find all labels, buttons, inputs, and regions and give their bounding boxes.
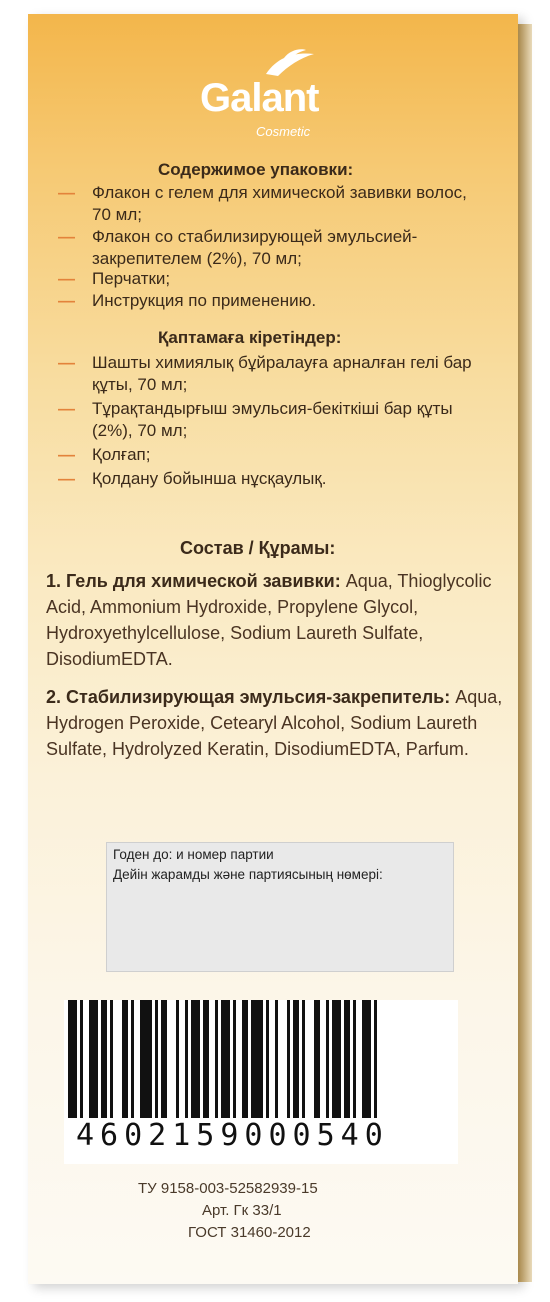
dash-bullet: — bbox=[58, 269, 75, 288]
barcode-number: 4602159000540 bbox=[76, 1118, 389, 1153]
contents-ru-heading: Содержимое упаковки: bbox=[158, 160, 354, 179]
list-item: — Инструкция по применению. bbox=[58, 291, 317, 310]
expiry-batch-panel bbox=[106, 842, 454, 972]
composition-item-1 bbox=[46, 568, 510, 672]
composition-item-1-title: 1. Гель для химической завивки: bbox=[46, 571, 341, 591]
expiry-label-kz: Дейін жарамды және партиясының нөмері: bbox=[113, 867, 383, 882]
composition-item-2-title: 2. Стабилизирующая эмульсия-закрепитель: bbox=[46, 687, 451, 707]
leaf-icon bbox=[264, 48, 316, 78]
barcode-bars bbox=[64, 1000, 458, 1120]
dash-bullet: — bbox=[58, 227, 75, 246]
list-item: — Қолғап; bbox=[58, 445, 151, 464]
composition-item-2-text: Aqua, Hydrogen Peroxide, Cetearyl Alcohol, Sodium Laureth Sulfate, Hydrolyzed Keratin, DisodiumEDTA, Parfum. bbox=[46, 687, 503, 759]
list-item: — Шашты химиялық бұйралауға арналған гелі бар құты, 70 мл; bbox=[58, 353, 472, 394]
contents-kz-heading: Қаптамаға кіретіндер: bbox=[158, 328, 342, 347]
dash-bullet: — bbox=[58, 183, 75, 202]
tu-code: ТУ 9158-003-52582939-15 bbox=[138, 1180, 318, 1197]
article-code: Арт. Гк 33/1 bbox=[202, 1202, 282, 1219]
dash-bullet: — bbox=[58, 399, 75, 418]
barcode bbox=[64, 1000, 458, 1164]
list-item: — Флакон со стабилизирующей эмульсией-закрепителем (2%), 70 мл; bbox=[58, 227, 418, 268]
composition-item-1-text: Aqua, Thioglycolic Acid, Ammonium Hydroxide, Propylene Glycol, Hydroxyethylcellulose, Sodium Laureth Sulfate, DisodiumEDTA. bbox=[46, 571, 492, 669]
composition-item-2 bbox=[46, 684, 510, 762]
brand-name: Galant bbox=[200, 76, 319, 120]
list-item: — Перчатки; bbox=[58, 269, 171, 288]
list-item: — Флакон с гелем для химической завивки волос, 70 мл; bbox=[58, 183, 467, 224]
dash-bullet: — bbox=[58, 469, 75, 488]
box-side-edge bbox=[518, 24, 532, 1282]
dash-bullet: — bbox=[58, 291, 75, 310]
dash-bullet: — bbox=[58, 353, 75, 372]
expiry-label-ru: Годен до: и номер партии bbox=[113, 847, 274, 862]
gost-code: ГОСТ 31460-2012 bbox=[188, 1224, 311, 1241]
list-item: — Қолдану бойынша нұсқаулық. bbox=[58, 469, 327, 488]
composition-heading: Состав / Құрамы: bbox=[180, 538, 336, 558]
brand-subtitle: Cosmetic bbox=[256, 124, 311, 139]
brand-logo bbox=[200, 48, 350, 148]
dash-bullet: — bbox=[58, 445, 75, 464]
list-item: — Тұрақтандырғыш эмульсия-бекіткіші бар құты (2%), 70 мл; bbox=[58, 399, 453, 440]
